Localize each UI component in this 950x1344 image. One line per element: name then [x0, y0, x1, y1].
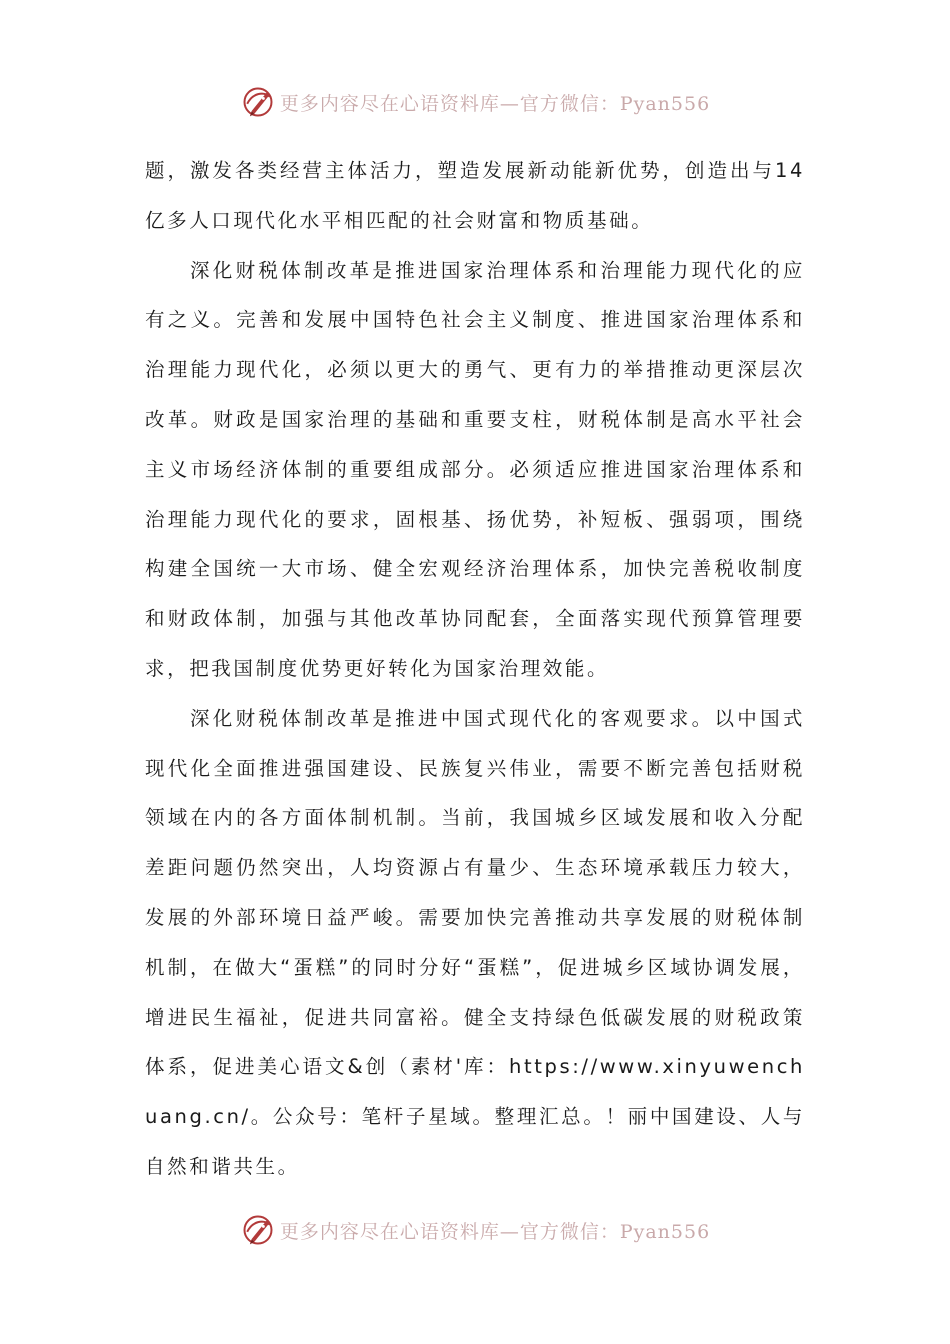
paragraph-governance: 深化财税体制改革是推进国家治理体系和治理能力现代化的应有之义。完善和发展中国特色社会主义制度、推进国家治理体系和治理能力现代化，必须以更大的勇气、更有力的举措推动更深层次改革。财政是国家治理的基础和重要支柱，财税体制是高水平社会主义市场经济体制的重要组成部分。必须适应推进国家治理体系和治理能力现代化的要求，固根基、扬优势，补短板、强弱项，围绕构建全国统一大市场、健全宏观经济治理体系，加快完善税收制度和财政体制，加强与其他改革协同配套，全面落实现代预算管理要求，把我国制度优势更好转化为国家治理效能。 [145, 258, 805, 680]
header-slogan-text: 更多内容尽在心语资料库—官方微信： [279, 92, 620, 115]
header-banner [0, 82, 950, 122]
pen-logo-icon [240, 84, 276, 120]
paragraph-continuation: 题，激发各类经营主体活力，塑造发展新动能新优势，创造出与14亿多人口现代化水平相匹配的社会财富和物质基础。 [145, 159, 805, 232]
paragraph-modernization: 深化财税体制改革是推进中国式现代化的客观要求。以中国式现代化全面推进强国建设、民族复兴伟业，需要不断完善包括财税领域在内的各方面体制机制。当前，我国城乡区域发展和收入分配差距问题仍然突出，人均资源占有量少、生态环境承载压力较大，发展的外部环境日益严峻。需要加快完善推动共享发展的财税体制机制，在做大“蛋糕”的同时分好“蛋糕”，促进城乡区域协调发展，增进民生福祉，促进共同富裕。健全支持绿色低碳发展的财税政策体系，促进美心语文&创（素材'库：https://www.xinyuwenchuang.cn/。公众号：笔杆子星域。整理汇总。！丽中国建设、人与自然和谐共生。 [145, 706, 805, 1178]
document-body [145, 146, 805, 1192]
pen-logo-icon [240, 1212, 276, 1248]
header-slogan [280, 89, 710, 116]
footer-banner [0, 1210, 950, 1250]
footer-slogan [280, 1217, 710, 1244]
footer-wechat-id: Pyan556 [619, 1220, 711, 1243]
header-wechat-id: Pyan556 [619, 92, 711, 115]
footer-slogan-text: 更多内容尽在心语资料库—官方微信： [279, 1220, 620, 1243]
